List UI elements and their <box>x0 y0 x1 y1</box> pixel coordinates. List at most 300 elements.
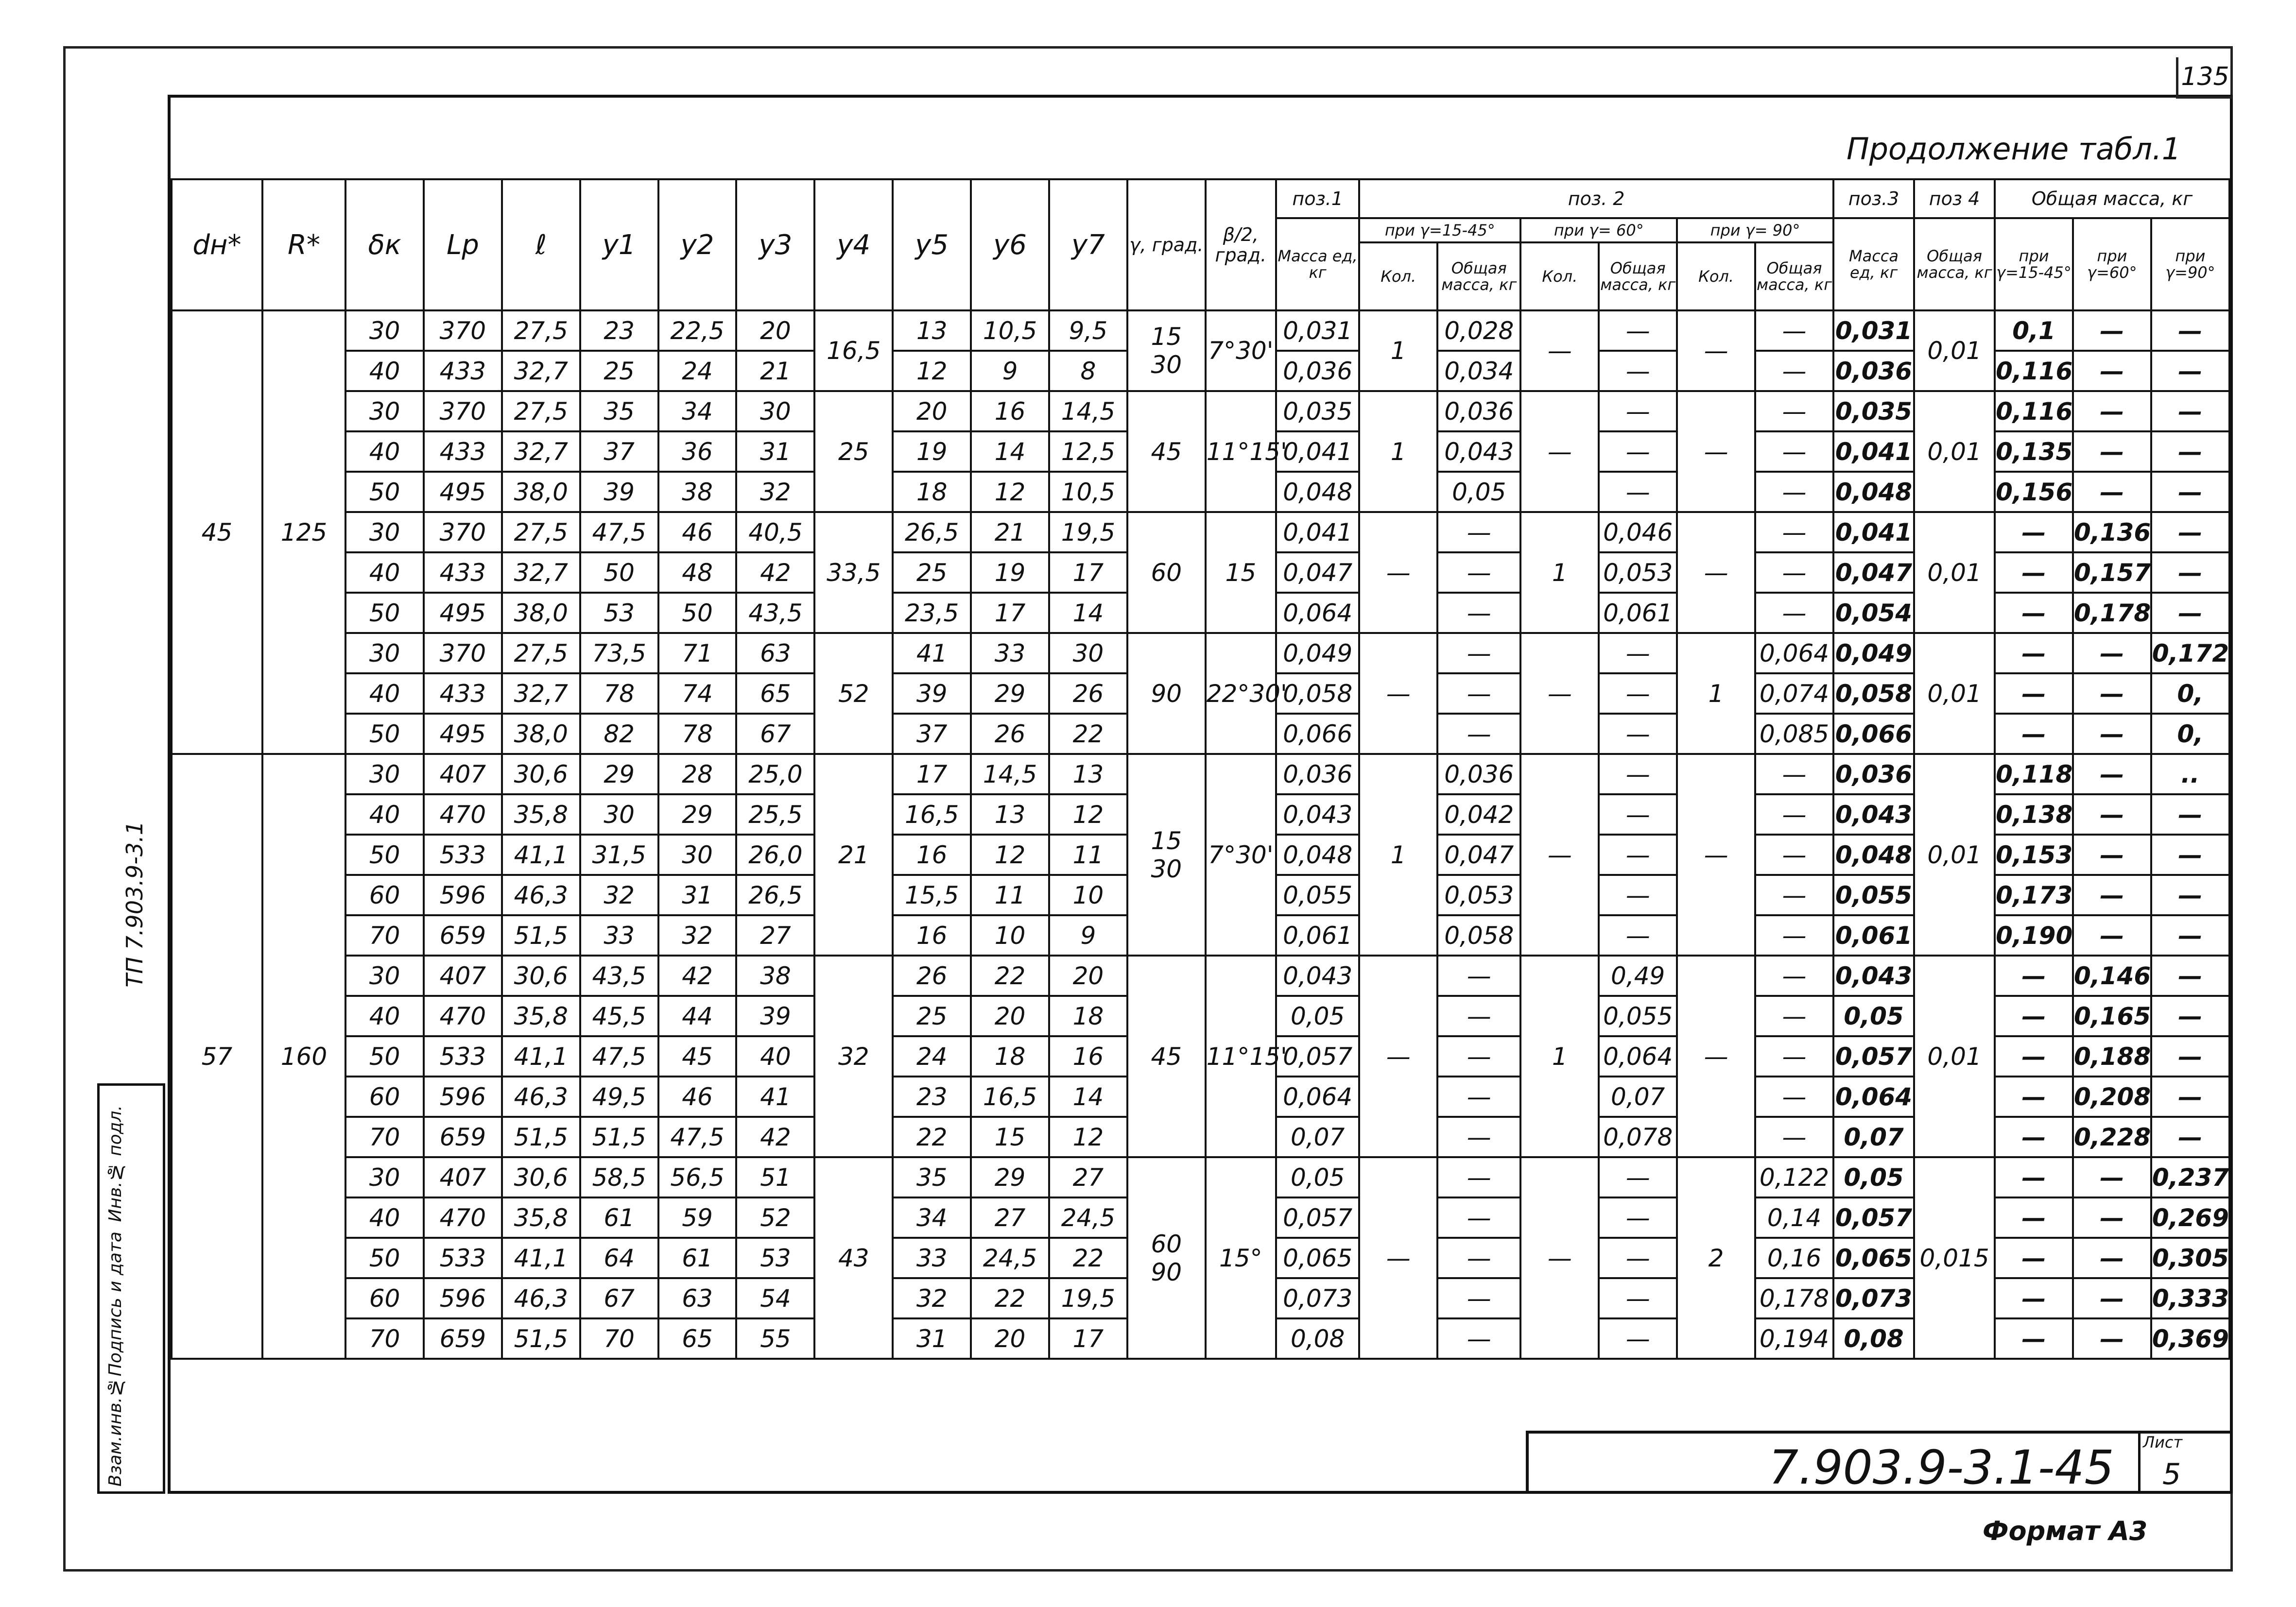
cell-mass-60: — <box>1599 1278 1677 1318</box>
cell-total-90: — <box>2151 472 2229 512</box>
cell-y2: 45 <box>658 1036 737 1077</box>
cell-gamma: 45 <box>1127 391 1206 512</box>
cell-total-1545: — <box>1995 1036 2073 1077</box>
cell-total-90: — <box>2151 552 2229 593</box>
cell-kol-90: — <box>1677 956 1755 1157</box>
cell-mass-90: — <box>1755 593 1833 633</box>
cell-y6: 12 <box>971 835 1049 875</box>
cell-mass-90: 0,085 <box>1755 714 1833 754</box>
cell-kol-90: 2 <box>1677 1157 1755 1359</box>
cell-poz1-mass: 0,07 <box>1276 1117 1359 1157</box>
cell-kol-60: 1 <box>1520 956 1599 1157</box>
cell-l: 27,5 <box>502 310 580 351</box>
cell-sk: 30 <box>345 956 424 996</box>
cell-mass-1545: — <box>1437 673 1520 714</box>
cell-kol-60: — <box>1520 754 1599 956</box>
cell-y5: 25 <box>893 552 971 593</box>
col-header-poz1: поз.1 <box>1276 179 1359 218</box>
cell-y4: 52 <box>814 633 893 754</box>
cell-total-1545: — <box>1995 633 2073 673</box>
cell-mass-60: — <box>1599 351 1677 391</box>
cell-total-60: — <box>2073 875 2151 915</box>
cell-y3: 32 <box>736 472 814 512</box>
cell-mass-1545: — <box>1437 1157 1520 1197</box>
cell-y1: 35 <box>580 391 658 431</box>
cell-poz3-mass: 0,036 <box>1833 351 1914 391</box>
cell-total-1545: — <box>1995 673 2073 714</box>
cell-total-1545: 0,116 <box>1995 391 2073 431</box>
cell-y7: 9 <box>1049 915 1127 956</box>
cell-poz1-mass: 0,031 <box>1276 310 1359 351</box>
cell-mass-1545: 0,034 <box>1437 351 1520 391</box>
cell-sk: 40 <box>345 794 424 835</box>
cell-l: 46,3 <box>502 875 580 915</box>
cell-y2: 29 <box>658 794 737 835</box>
cell-mass-60: — <box>1599 633 1677 673</box>
cell-y2: 44 <box>658 996 737 1036</box>
cell-beta: 11°15' <box>1206 956 1276 1157</box>
poz2-g90-header: при γ= 90° <box>1677 218 1833 242</box>
cell-total-90: — <box>2151 915 2229 956</box>
cell-lp: 495 <box>424 472 502 512</box>
sheet-number-box: 5 <box>2162 1457 2181 1491</box>
cell-y5: 17 <box>893 754 971 794</box>
cell-y2: 56,5 <box>658 1157 737 1197</box>
cell-total-60: 0,136 <box>2073 512 2151 552</box>
cell-poz3-mass: 0,064 <box>1833 1077 1914 1117</box>
cell-lp: 659 <box>424 915 502 956</box>
cell-y3: 51 <box>736 1157 814 1197</box>
cell-mass-90: 0,178 <box>1755 1278 1833 1318</box>
cell-mass-1545: 0,047 <box>1437 835 1520 875</box>
cell-y3: 52 <box>736 1197 814 1238</box>
cell-poz3-mass: 0,05 <box>1833 1157 1914 1197</box>
cell-y6: 10,5 <box>971 310 1049 351</box>
cell-mass-1545: — <box>1437 956 1520 996</box>
cell-l: 51,5 <box>502 1318 580 1359</box>
cell-sk: 30 <box>345 512 424 552</box>
cell-lp: 370 <box>424 512 502 552</box>
cell-total-60: — <box>2073 915 2151 956</box>
cell-total-1545: — <box>1995 1117 2073 1157</box>
cell-gamma: 15 30 <box>1127 754 1206 956</box>
cell-sk: 70 <box>345 915 424 956</box>
cell-y7: 13 <box>1049 754 1127 794</box>
cell-y3: 40,5 <box>736 512 814 552</box>
cell-y1: 51,5 <box>580 1117 658 1157</box>
cell-mass-1545: 0,036 <box>1437 391 1520 431</box>
cell-y2: 32 <box>658 915 737 956</box>
cell-y5: 22 <box>893 1117 971 1157</box>
cell-y7: 11 <box>1049 835 1127 875</box>
cell-kol-60: 1 <box>1520 512 1599 633</box>
cell-poz3-mass: 0,058 <box>1833 673 1914 714</box>
cell-mass-1545: — <box>1437 552 1520 593</box>
cell-l: 35,8 <box>502 996 580 1036</box>
cell-l: 30,6 <box>502 1157 580 1197</box>
cell-y2: 71 <box>658 633 737 673</box>
cell-kol-90: 1 <box>1677 633 1755 754</box>
cell-mass-90: — <box>1755 1077 1833 1117</box>
cell-total-60: — <box>2073 1238 2151 1278</box>
cell-dn: 45 <box>172 310 262 754</box>
total-mass-1545-header: при γ=15-45° <box>1995 218 2073 310</box>
cell-lp: 433 <box>424 431 502 472</box>
cell-y2: 46 <box>658 512 737 552</box>
cell-total-60: — <box>2073 673 2151 714</box>
cell-mass-90: — <box>1755 552 1833 593</box>
cell-total-1545: — <box>1995 1318 2073 1359</box>
cell-sk: 50 <box>345 1238 424 1278</box>
cell-y7: 14,5 <box>1049 391 1127 431</box>
cell-y5: 18 <box>893 472 971 512</box>
cell-y2: 50 <box>658 593 737 633</box>
cell-y5: 23 <box>893 1077 971 1117</box>
col-header-poz2: поз. 2 <box>1359 179 1833 218</box>
cell-y1: 73,5 <box>580 633 658 673</box>
cell-mass-90: 0,064 <box>1755 633 1833 673</box>
cell-l: 38,0 <box>502 593 580 633</box>
cell-kol-90: — <box>1677 310 1755 391</box>
cell-y3: 54 <box>736 1278 814 1318</box>
cell-mass-60: — <box>1599 915 1677 956</box>
cell-y4: 43 <box>814 1157 893 1359</box>
cell-y2: 30 <box>658 835 737 875</box>
cell-poz3-mass: 0,05 <box>1833 996 1914 1036</box>
cell-y6: 26 <box>971 714 1049 754</box>
poz4-total-header: Общая масса, кг <box>1914 218 1995 310</box>
cell-y7: 18 <box>1049 996 1127 1036</box>
cell-lp: 470 <box>424 794 502 835</box>
cell-lp: 470 <box>424 996 502 1036</box>
cell-poz3-mass: 0,054 <box>1833 593 1914 633</box>
cell-y7: 14 <box>1049 593 1127 633</box>
cell-kol-60: — <box>1520 391 1599 512</box>
cell-l: 38,0 <box>502 714 580 754</box>
cell-mass-90: 0,074 <box>1755 673 1833 714</box>
cell-y1: 32 <box>580 875 658 915</box>
cell-lp: 495 <box>424 714 502 754</box>
cell-poz1-mass: 0,061 <box>1276 915 1359 956</box>
cell-mass-90: — <box>1755 351 1833 391</box>
cell-total-1545: 0,118 <box>1995 754 2073 794</box>
cell-total-60: — <box>2073 351 2151 391</box>
cell-l: 46,3 <box>502 1077 580 1117</box>
cell-y5: 16 <box>893 915 971 956</box>
cell-mass-60: 0,061 <box>1599 593 1677 633</box>
cell-y2: 34 <box>658 391 737 431</box>
cell-lp: 433 <box>424 552 502 593</box>
cell-y6: 21 <box>971 512 1049 552</box>
table-row <box>172 754 2229 794</box>
cell-sk: 60 <box>345 1278 424 1318</box>
total-mass-60-header: при γ=60° <box>2073 218 2151 310</box>
cell-y5: 24 <box>893 1036 971 1077</box>
cell-mass-60: 0,046 <box>1599 512 1677 552</box>
cell-total-60: — <box>2073 391 2151 431</box>
cell-y5: 25 <box>893 996 971 1036</box>
cell-total-90: — <box>2151 310 2229 351</box>
cell-kol-1545: — <box>1359 1157 1437 1359</box>
cell-y1: 45,5 <box>580 996 658 1036</box>
cell-poz1-mass: 0,049 <box>1276 633 1359 673</box>
cell-mass-60: 0,064 <box>1599 1036 1677 1077</box>
cell-poz1-mass: 0,066 <box>1276 714 1359 754</box>
cell-y3: 20 <box>736 310 814 351</box>
sheet-number: 135 <box>2176 57 2232 99</box>
cell-y5: 26,5 <box>893 512 971 552</box>
cell-l: 51,5 <box>502 1117 580 1157</box>
cell-y1: 37 <box>580 431 658 472</box>
cell-total-1545: 0,138 <box>1995 794 2073 835</box>
cell-total-60: — <box>2073 431 2151 472</box>
cell-total-90: — <box>2151 593 2229 633</box>
cell-y5: 20 <box>893 391 971 431</box>
cell-y4: 33,5 <box>814 512 893 633</box>
cell-mass-1545: — <box>1437 512 1520 552</box>
cell-y2: 63 <box>658 1278 737 1318</box>
cell-poz1-mass: 0,043 <box>1276 956 1359 996</box>
cell-sk: 50 <box>345 714 424 754</box>
format-label: Формат А3 <box>1983 1516 2148 1546</box>
cell-mass-90: 0,14 <box>1755 1197 1833 1238</box>
cell-total-1545: 0,116 <box>1995 351 2073 391</box>
poz1-mass-header: Масса ед, кг <box>1276 218 1359 310</box>
cell-poz3-mass: 0,057 <box>1833 1197 1914 1238</box>
cell-y1: 30 <box>580 794 658 835</box>
cell-y6: 20 <box>971 996 1049 1036</box>
cell-y7: 12 <box>1049 1117 1127 1157</box>
cell-l: 27,5 <box>502 512 580 552</box>
cell-mass-90: — <box>1755 996 1833 1036</box>
cell-poz3-mass: 0,08 <box>1833 1318 1914 1359</box>
cell-beta: 7°30' <box>1206 310 1276 391</box>
cell-lp: 596 <box>424 875 502 915</box>
cell-gamma: 60 90 <box>1127 1157 1206 1359</box>
cell-y7: 22 <box>1049 714 1127 754</box>
cell-sk: 40 <box>345 673 424 714</box>
cell-lp: 596 <box>424 1077 502 1117</box>
cell-y3: 30 <box>736 391 814 431</box>
cell-y5: 34 <box>893 1197 971 1238</box>
cell-y1: 82 <box>580 714 658 754</box>
cell-sk: 40 <box>345 431 424 472</box>
cell-sk: 30 <box>345 391 424 431</box>
cell-y5: 33 <box>893 1238 971 1278</box>
cell-mass-1545: — <box>1437 996 1520 1036</box>
cell-y6: 19 <box>971 552 1049 593</box>
cell-mass-90: — <box>1755 875 1833 915</box>
cell-y3: 63 <box>736 633 814 673</box>
cell-lp: 370 <box>424 391 502 431</box>
cell-y7: 26 <box>1049 673 1127 714</box>
cell-y7: 10,5 <box>1049 472 1127 512</box>
cell-y1: 78 <box>580 673 658 714</box>
cell-lp: 407 <box>424 956 502 996</box>
cell-y5: 16,5 <box>893 794 971 835</box>
cell-y1: 29 <box>580 754 658 794</box>
cell-y6: 17 <box>971 593 1049 633</box>
cell-y6: 15 <box>971 1117 1049 1157</box>
side-stamp <box>97 1083 165 1494</box>
cell-poz3-mass: 0,048 <box>1833 472 1914 512</box>
side-code: ТП 7.903.9-3.1 <box>121 821 148 988</box>
col-header-l: ℓ <box>502 179 580 310</box>
cell-mass-90: — <box>1755 915 1833 956</box>
cell-total-1545: — <box>1995 1077 2073 1117</box>
cell-y6: 10 <box>971 915 1049 956</box>
cell-kol-1545: 1 <box>1359 310 1437 391</box>
cell-y6: 16,5 <box>971 1077 1049 1117</box>
cell-total-90: — <box>2151 996 2229 1036</box>
col-header-lp: Lp <box>424 179 502 310</box>
cell-y1: 25 <box>580 351 658 391</box>
cell-y5: 32 <box>893 1278 971 1318</box>
cell-mass-90: — <box>1755 431 1833 472</box>
poz2-g60-header: при γ= 60° <box>1520 218 1677 242</box>
cell-sk: 30 <box>345 633 424 673</box>
cell-total-1545: 0,156 <box>1995 472 2073 512</box>
cell-y5: 26 <box>893 956 971 996</box>
cell-total-60: — <box>2073 714 2151 754</box>
cell-mass-60: — <box>1599 310 1677 351</box>
cell-total-1545: 0,1 <box>1995 310 2073 351</box>
col-header-y6: y6 <box>971 179 1049 310</box>
sheet-label: Лист <box>2143 1433 2183 1452</box>
total-mass-header-1: Общая масса, кг <box>1437 242 1520 310</box>
cell-mass-90: 0,194 <box>1755 1318 1833 1359</box>
cell-total-60: 0,146 <box>2073 956 2151 996</box>
cell-total-60: 0,208 <box>2073 1077 2151 1117</box>
cell-total-1545: — <box>1995 593 2073 633</box>
cell-beta: 15° <box>1206 1157 1276 1359</box>
cell-total-90: .. <box>2151 754 2229 794</box>
cell-y7: 19,5 <box>1049 512 1127 552</box>
cell-y2: 38 <box>658 472 737 512</box>
cell-y3: 42 <box>736 552 814 593</box>
cell-l: 32,7 <box>502 673 580 714</box>
cell-l: 35,8 <box>502 1197 580 1238</box>
cell-y3: 26,0 <box>736 835 814 875</box>
cell-mass-90: — <box>1755 754 1833 794</box>
cell-total-90: — <box>2151 512 2229 552</box>
cell-lp: 433 <box>424 673 502 714</box>
cell-mass-90: — <box>1755 512 1833 552</box>
cell-y3: 41 <box>736 1077 814 1117</box>
cell-poz1-mass: 0,073 <box>1276 1278 1359 1318</box>
cell-y6: 18 <box>971 1036 1049 1077</box>
cell-y2: 22,5 <box>658 310 737 351</box>
total-mass-header-3: Общая масса, кг <box>1755 242 1833 310</box>
cell-total-60: 0,188 <box>2073 1036 2151 1077</box>
cell-poz3-mass: 0,043 <box>1833 956 1914 996</box>
cell-l: 27,5 <box>502 391 580 431</box>
cell-y5: 37 <box>893 714 971 754</box>
cell-y1: 50 <box>580 552 658 593</box>
cell-y6: 14,5 <box>971 754 1049 794</box>
cell-y6: 12 <box>971 472 1049 512</box>
total-mass-header-2: Общая масса, кг <box>1599 242 1677 310</box>
cell-total-1545: 0,173 <box>1995 875 2073 915</box>
cell-y7: 19,5 <box>1049 1278 1127 1318</box>
cell-lp: 370 <box>424 633 502 673</box>
cell-mass-1545: 0,043 <box>1437 431 1520 472</box>
cell-sk: 30 <box>345 754 424 794</box>
kol-header-1: Кол. <box>1359 242 1437 310</box>
cell-y7: 14 <box>1049 1077 1127 1117</box>
cell-total-90: — <box>2151 875 2229 915</box>
cell-y7: 12,5 <box>1049 431 1127 472</box>
cell-poz1-mass: 0,058 <box>1276 673 1359 714</box>
cell-l: 41,1 <box>502 1036 580 1077</box>
cell-y1: 33 <box>580 915 658 956</box>
col-header-y1: y1 <box>580 179 658 310</box>
cell-poz3-mass: 0,066 <box>1833 714 1914 754</box>
cell-kol-1545: — <box>1359 512 1437 633</box>
cell-y6: 11 <box>971 875 1049 915</box>
cell-total-60: 0,165 <box>2073 996 2151 1036</box>
cell-y1: 23 <box>580 310 658 351</box>
cell-y3: 26,5 <box>736 875 814 915</box>
cell-total-90: 0, <box>2151 673 2229 714</box>
table-row <box>172 512 2229 552</box>
cell-kol-60: — <box>1520 1157 1599 1359</box>
cell-y3: 43,5 <box>736 593 814 633</box>
cell-mass-1545: — <box>1437 1318 1520 1359</box>
cell-y6: 29 <box>971 1157 1049 1197</box>
cell-y7: 16 <box>1049 1036 1127 1077</box>
cell-y2: 65 <box>658 1318 737 1359</box>
cell-poz4-mass: 0,01 <box>1914 956 1995 1157</box>
cell-y3: 25,0 <box>736 754 814 794</box>
cell-mass-1545: 0,036 <box>1437 754 1520 794</box>
cell-poz1-mass: 0,043 <box>1276 794 1359 835</box>
cell-mass-1545: 0,042 <box>1437 794 1520 835</box>
cell-lp: 533 <box>424 1036 502 1077</box>
cell-l: 32,7 <box>502 431 580 472</box>
cell-total-90: — <box>2151 1077 2229 1117</box>
cell-total-1545: 0,153 <box>1995 835 2073 875</box>
cell-mass-1545: — <box>1437 1117 1520 1157</box>
cell-mass-90: — <box>1755 835 1833 875</box>
cell-total-60: — <box>2073 310 2151 351</box>
cell-mass-1545: — <box>1437 1036 1520 1077</box>
cell-y2: 48 <box>658 552 737 593</box>
cell-total-1545: — <box>1995 552 2073 593</box>
cell-y3: 55 <box>736 1318 814 1359</box>
cell-y5: 13 <box>893 310 971 351</box>
col-header-total-mass: Общая масса, кг <box>1995 179 2229 218</box>
cell-total-60: — <box>2073 1278 2151 1318</box>
cell-y5: 39 <box>893 673 971 714</box>
table-row <box>172 1157 2229 1197</box>
cell-mass-90: — <box>1755 794 1833 835</box>
cell-l: 38,0 <box>502 472 580 512</box>
cell-mass-60: — <box>1599 835 1677 875</box>
cell-poz3-mass: 0,048 <box>1833 835 1914 875</box>
cell-y1: 53 <box>580 593 658 633</box>
cell-mass-60: — <box>1599 875 1677 915</box>
cell-y3: 65 <box>736 673 814 714</box>
table-row <box>172 633 2229 673</box>
cell-y1: 43,5 <box>580 956 658 996</box>
cell-y1: 64 <box>580 1238 658 1278</box>
cell-gamma: 45 <box>1127 956 1206 1157</box>
cell-sk: 70 <box>345 1318 424 1359</box>
cell-total-1545: — <box>1995 1238 2073 1278</box>
col-header-y4: y4 <box>814 179 893 310</box>
cell-y7: 20 <box>1049 956 1127 996</box>
